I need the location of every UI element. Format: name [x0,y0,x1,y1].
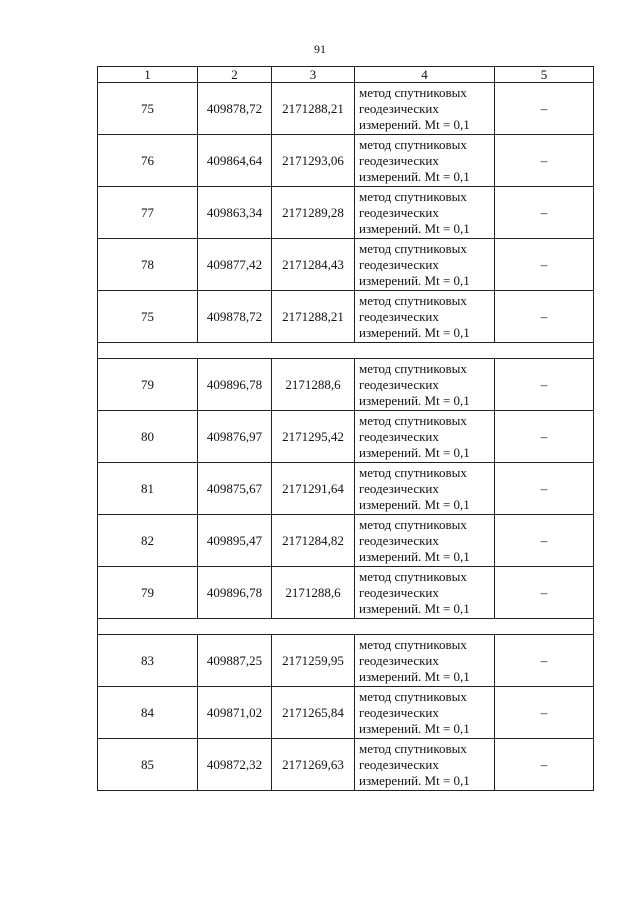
table-row [98,83,594,135]
method-line: измерений. Mt = 0,1 [359,668,470,684]
note-cell: – [495,635,594,687]
table-row [98,739,594,791]
x-coordinate-cell: 409864,64 [198,135,272,187]
table-row [98,187,594,239]
method-line: геодезических [359,480,439,496]
y-coordinate-cell: 2171293,06 [272,135,355,187]
method-cell [355,239,495,291]
column-header-1: 1 [98,67,198,83]
method-line: метод спутниковых [359,516,467,532]
y-coordinate-cell: 2171284,43 [272,239,355,291]
method-cell [355,635,495,687]
method-line: метод спутниковых [359,136,467,152]
note-cell: – [495,463,594,515]
y-coordinate-cell: 2171269,63 [272,739,355,791]
note-cell: – [495,239,594,291]
note-cell: – [495,135,594,187]
x-coordinate-cell: 409863,34 [198,187,272,239]
y-coordinate-cell: 2171288,21 [272,83,355,135]
method-line: измерений. Mt = 0,1 [359,600,470,616]
point-number-cell: 75 [98,291,198,343]
method-line: измерений. Mt = 0,1 [359,220,470,236]
point-number-cell: 82 [98,515,198,567]
method-line: геодезических [359,704,439,720]
method-line: измерений. Mt = 0,1 [359,496,470,512]
method-line: измерений. Mt = 0,1 [359,720,470,736]
point-number-cell: 78 [98,239,198,291]
point-number-cell: 80 [98,411,198,463]
y-coordinate-cell: 2171295,42 [272,411,355,463]
note-cell: – [495,359,594,411]
table-row [98,567,594,619]
coordinates-table [97,66,594,791]
x-coordinate-cell: 409875,67 [198,463,272,515]
method-line: геодезических [359,428,439,444]
method-line: измерений. Mt = 0,1 [359,324,470,340]
method-cell [355,515,495,567]
point-number-cell: 84 [98,687,198,739]
note-cell: – [495,515,594,567]
method-cell [355,83,495,135]
method-line: измерений. Mt = 0,1 [359,272,470,288]
method-line: геодезических [359,756,439,772]
y-coordinate-cell: 2171289,28 [272,187,355,239]
method-cell [355,567,495,619]
x-coordinate-cell: 409876,97 [198,411,272,463]
method-line: измерений. Mt = 0,1 [359,116,470,132]
method-line: метод спутниковых [359,636,467,652]
method-cell [355,463,495,515]
method-line: измерений. Mt = 0,1 [359,168,470,184]
method-line: измерений. Mt = 0,1 [359,772,470,788]
method-line: геодезических [359,584,439,600]
method-line: метод спутниковых [359,688,467,704]
table-body [98,67,594,791]
method-cell [355,687,495,739]
x-coordinate-cell: 409887,25 [198,635,272,687]
method-line: метод спутниковых [359,360,467,376]
method-line: геодезических [359,308,439,324]
method-line: метод спутниковых [359,412,467,428]
method-line: геодезических [359,376,439,392]
x-coordinate-cell: 409896,78 [198,359,272,411]
x-coordinate-cell: 409896,78 [198,567,272,619]
method-cell [355,291,495,343]
point-number-cell: 81 [98,463,198,515]
method-line: геодезических [359,532,439,548]
point-number-cell: 76 [98,135,198,187]
method-cell [355,187,495,239]
method-cell [355,359,495,411]
point-number-cell: 85 [98,739,198,791]
method-line: геодезических [359,652,439,668]
table-row [98,411,594,463]
method-line: метод спутниковых [359,568,467,584]
method-line: метод спутниковых [359,240,467,256]
column-header-4: 4 [355,67,495,83]
x-coordinate-cell: 409895,47 [198,515,272,567]
table-row [98,239,594,291]
table-row [98,359,594,411]
separator-row [98,619,594,635]
table-row [98,291,594,343]
method-line: метод спутниковых [359,740,467,756]
y-coordinate-cell: 2171288,21 [272,291,355,343]
table-row [98,687,594,739]
method-line: метод спутниковых [359,292,467,308]
x-coordinate-cell: 409871,02 [198,687,272,739]
note-cell: – [495,83,594,135]
method-line: измерений. Mt = 0,1 [359,548,470,564]
note-cell: – [495,567,594,619]
method-cell [355,411,495,463]
y-coordinate-cell: 2171259,95 [272,635,355,687]
y-coordinate-cell: 2171291,64 [272,463,355,515]
table-header-row [98,67,594,83]
column-header-5: 5 [495,67,594,83]
method-line: измерений. Mt = 0,1 [359,392,470,408]
column-header-2: 2 [198,67,272,83]
table-row [98,635,594,687]
method-cell [355,739,495,791]
method-line: измерений. Mt = 0,1 [359,444,470,460]
method-cell [355,135,495,187]
y-coordinate-cell: 2171284,82 [272,515,355,567]
x-coordinate-cell: 409878,72 [198,291,272,343]
method-line: метод спутниковых [359,84,467,100]
point-number-cell: 83 [98,635,198,687]
note-cell: – [495,739,594,791]
method-line: геодезических [359,256,439,272]
method-line: метод спутниковых [359,188,467,204]
point-number-cell: 77 [98,187,198,239]
x-coordinate-cell: 409878,72 [198,83,272,135]
table-row [98,463,594,515]
y-coordinate-cell: 2171288,6 [272,567,355,619]
y-coordinate-cell: 2171288,6 [272,359,355,411]
separator-cell [98,343,594,359]
column-header-3: 3 [272,67,355,83]
y-coordinate-cell: 2171265,84 [272,687,355,739]
point-number-cell: 75 [98,83,198,135]
x-coordinate-cell: 409872,32 [198,739,272,791]
note-cell: – [495,187,594,239]
method-line: метод спутниковых [359,464,467,480]
page-number: 91 [314,42,326,56]
note-cell: – [495,687,594,739]
method-line: геодезических [359,100,439,116]
method-line: геодезических [359,204,439,220]
x-coordinate-cell: 409877,42 [198,239,272,291]
separator-row [98,343,594,359]
separator-cell [98,619,594,635]
note-cell: – [495,291,594,343]
point-number-cell: 79 [98,567,198,619]
method-line: геодезических [359,152,439,168]
table-row [98,135,594,187]
table-row [98,515,594,567]
note-cell: – [495,411,594,463]
point-number-cell: 79 [98,359,198,411]
